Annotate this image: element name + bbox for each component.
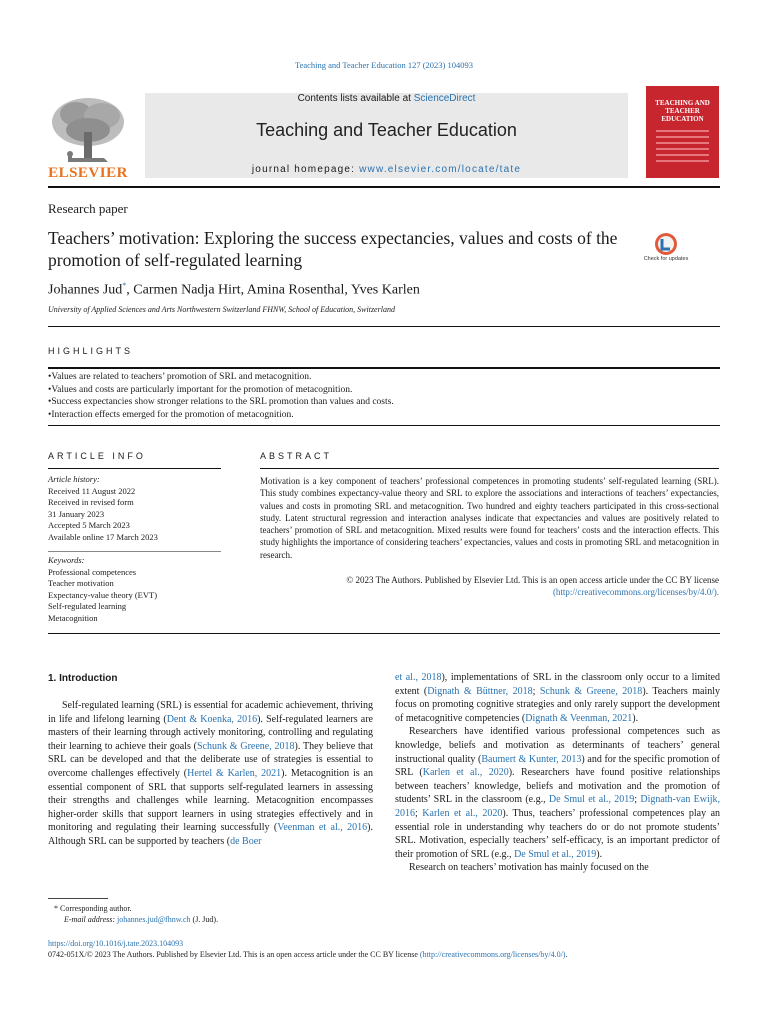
crossmark-label: Check for updates <box>643 256 689 262</box>
reference-link[interactable]: de Boer <box>230 835 262 847</box>
doi-link[interactable]: https://doi.org/10.1016/j.tate.2023.104093 <box>48 939 184 948</box>
title-rule <box>48 326 720 327</box>
footnote-label: Corresponding author. <box>60 904 132 913</box>
body-text: ). Thus, teachers’ professional competences play an essential role in understanding why teachers do or do not promote students’ SRL. Motivation, especially teachers’ self-efficacy, is an important predictor of their promotion of SRL (e.g., <box>395 807 721 860</box>
header-rule <box>48 186 720 188</box>
highlight-item: • Success expectancies show stronger relations to the SRL promotion than values and costs. <box>48 396 394 409</box>
body-text: ). <box>632 712 639 724</box>
history-entry: Available online 17 March 2023 <box>48 531 158 542</box>
highlights-list <box>48 371 394 421</box>
body-text: Researchers have identified various professional competences such as knowledge, beliefs and motivation as determinants of teachers’ general instructional quality ( <box>395 726 720 765</box>
keyword-item: Expectancy-value theory (EVT) <box>48 589 158 600</box>
body-text: Self-regulated learning (SRL) is essential for academic achievement, thriving in life and lifelong learning ( <box>48 700 373 725</box>
homepage-line <box>145 164 628 175</box>
footnote-marker: * <box>54 904 58 913</box>
journal-citation-link[interactable]: Teaching and Teacher Education 127 (2023) 104093 <box>294 60 474 70</box>
keywords-label: Keywords: <box>48 555 85 565</box>
keyword-item: Metacognition <box>48 612 98 623</box>
footnote <box>48 903 218 925</box>
footer-end: . <box>565 950 568 959</box>
author-list <box>48 281 420 299</box>
reference-link[interactable]: Baumert & Kunter, 2013 <box>481 753 582 765</box>
body-text: ; <box>415 807 423 819</box>
abstract-heading: ABSTRACT <box>260 451 333 461</box>
body-text: ; <box>634 794 641 806</box>
abstract-copyright <box>260 574 719 599</box>
body-text: ). Although SRL can be supported by teachers ( <box>48 822 373 847</box>
body-text: ). Teachers mainly focus on promoting cognitive strategies and only rarely support the development of metacognitive competencies ( <box>395 685 720 724</box>
highlights-bottom-rule <box>48 425 720 426</box>
journal-name: Teaching and Teacher Education <box>256 120 517 140</box>
history-entry: 31 January 2023 <box>48 508 105 519</box>
highlights-top-rule <box>48 367 720 369</box>
license-link[interactable]: (http://creativecommons.org/licenses/by/4.0/). <box>552 587 719 598</box>
journal-homepage-link[interactable]: www.elsevier.com/locate/tate <box>359 164 522 175</box>
copyright-text: © 2023 The Authors. Published by Elsevier Ltd. This is an open access article under the CC BY license <box>346 575 719 585</box>
body-text: ). <box>596 848 603 860</box>
body-text: ). They believe that SRL can be developed and that the deliberate use of strategies is essential to overcome challenges effectively ( <box>48 740 373 779</box>
body-text: ) and for the specific promotion of SRL ( <box>395 753 721 779</box>
history-label: Article history: <box>48 474 100 484</box>
abstract-text: Motivation is a key component of teachers’ professional competences in promoting students’ self-regulated learning (SRL). This study combines expectancy-value theory and SRL to explore the associations and interactions of teachers’ expectancies, values and costs in promoting SRL and metacognition. Two hundred and eighty teachers participated in this cross-sectional study. Latent structural regression and interaction analyses indicate that expectancies and values are positively related to teachers’ promotion of SRL and metacognition. Mixed results were found for teachers’ costs and the interaction effects. This study highlights the importance of considering teachers’ expectancies, values and costs in promoting SRL and metacognition in research. <box>260 476 719 560</box>
footnote-corresponding <box>48 903 218 914</box>
intro-right-paragraph <box>395 671 720 725</box>
crossmark-icon[interactable] <box>643 229 689 269</box>
highlight-item: • Values and costs are particularly important for the promotion of metacognition. <box>48 384 394 397</box>
contents-line <box>145 93 628 104</box>
corresponding-marker[interactable]: * <box>122 281 127 290</box>
highlights-heading: HIGHLIGHTS <box>48 346 134 356</box>
highlight-item: • Values are related to teachers’ promotion of SRL and metacognition. <box>48 371 394 384</box>
abstract-rule <box>260 468 719 469</box>
contents-prefix: Contents lists available at <box>297 93 414 104</box>
reference-link[interactable]: Dignath-van Ewijk, 2016 <box>395 794 721 819</box>
reference-link[interactable]: De Smul et al., 2019 <box>548 794 635 806</box>
body-text: ; <box>532 685 540 697</box>
keywords <box>48 555 157 624</box>
history-entry: Received in revised form <box>48 497 134 507</box>
cover-text-lines <box>656 130 709 166</box>
keyword-item: Self-regulated learning <box>48 601 127 611</box>
other-authors: , Carmen Nadja Hirt, Amina Rosenthal, Yves Karlen <box>126 282 420 298</box>
reference-link[interactable]: Dignath & Veenman, 2021 <box>525 712 633 724</box>
issn-text: 0742-051X/© 2023 The Authors. Published by Elsevier Ltd. This is an open access article under the CC BY license <box>48 950 420 959</box>
history-entry: Received 11 August 2022 <box>48 485 136 496</box>
paper-type: Research paper <box>48 201 128 216</box>
body-text: ). Researchers have found positive relationships between teachers’ knowledge, beliefs and motivation and the promotion of students’ SRL in the classroom (e.g., <box>395 767 720 806</box>
intro-heading: 1. Introduction <box>48 673 118 684</box>
elsevier-wordmark[interactable]: ELSEVIER <box>48 165 128 181</box>
cover-title: TEACHING AND TEACHER EDUCATION <box>655 99 710 123</box>
reference-link[interactable]: De Smul et al., 2019 <box>514 848 597 860</box>
footnote-rule <box>48 898 108 899</box>
homepage-prefix: journal homepage: <box>251 164 360 175</box>
reference-link[interactable]: Dignath & Büttner, 2018 <box>427 685 533 697</box>
abstract-bottom-rule <box>48 633 720 634</box>
highlight-item: • Interaction effects emerged for the promotion of metacognition. <box>48 409 394 422</box>
body-text: ). Self-regulated learners are masters of their learning through actively monitoring, controlling and regulating their learning to achieve their goals ( <box>48 713 373 752</box>
email-suffix: (J. Jud). <box>190 915 219 924</box>
history-entry: Accepted 5 March 2023 <box>48 520 130 530</box>
body-text: ). Metacognition is an essential component of SRL that supports self-regulated learners in assessing their strengths and challenges while learning. Metacognition encompasses higher-order skills that support learners in using strategies effectively and in monitoring and regulating their learning successfully ( <box>48 767 373 834</box>
footnote-email-line <box>48 914 218 925</box>
intro-right-column <box>395 671 720 875</box>
affiliation: University of Applied Sciences and Arts Northwestern Switzerland FHNW, School of Education, Switzerland <box>48 305 395 314</box>
email-label: E-mail address: <box>64 915 118 924</box>
keywords-rule <box>48 551 221 552</box>
reference-link[interactable]: Dent & Koenka, 2016 <box>166 713 258 725</box>
reference-link[interactable]: Veenman et al., 2016 <box>277 822 368 834</box>
intro-right-paragraph <box>395 725 720 861</box>
body-text: ), implementations of SRL in the classroom only occur to a limited extent ( <box>395 672 720 697</box>
intro-right-paragraph: Research on teachers’ motivation has mainly focused on the <box>409 862 649 874</box>
keyword-item: Professional competences <box>48 566 137 577</box>
article-info-heading: ARTICLE INFO <box>48 451 146 461</box>
email-link[interactable]: johannes.jud@fhnw.ch <box>117 915 191 924</box>
intro-left-paragraph <box>48 699 373 849</box>
footer-license-link[interactable]: (http://creativecommons.org/licenses/by/4.0/) <box>419 950 566 959</box>
article-info-rule <box>48 468 221 469</box>
page-footer <box>48 938 567 960</box>
article-history <box>48 474 158 543</box>
issn-line <box>48 949 567 960</box>
paper-title: Teachers’ motivation: Exploring the success expectancies, values and costs of the promotion of self-regulated learning <box>48 228 618 270</box>
first-author[interactable]: Johannes Jud <box>48 282 123 298</box>
reference-link[interactable]: Karlen et al., 2020 <box>422 767 509 779</box>
reference-link[interactable]: et al., 2018 <box>395 672 442 683</box>
reference-link[interactable]: Karlen et al., 2020 <box>422 807 503 819</box>
keyword-item: Teacher motivation <box>48 578 114 588</box>
reference-link[interactable]: Hertel & Karlen, 2021 <box>187 767 282 779</box>
reference-link[interactable]: Schunk & Greene, 2018 <box>539 685 643 697</box>
reference-link[interactable]: Schunk & Greene, 2018 <box>196 740 295 752</box>
sciencedirect-link[interactable]: ScienceDirect <box>413 93 476 104</box>
